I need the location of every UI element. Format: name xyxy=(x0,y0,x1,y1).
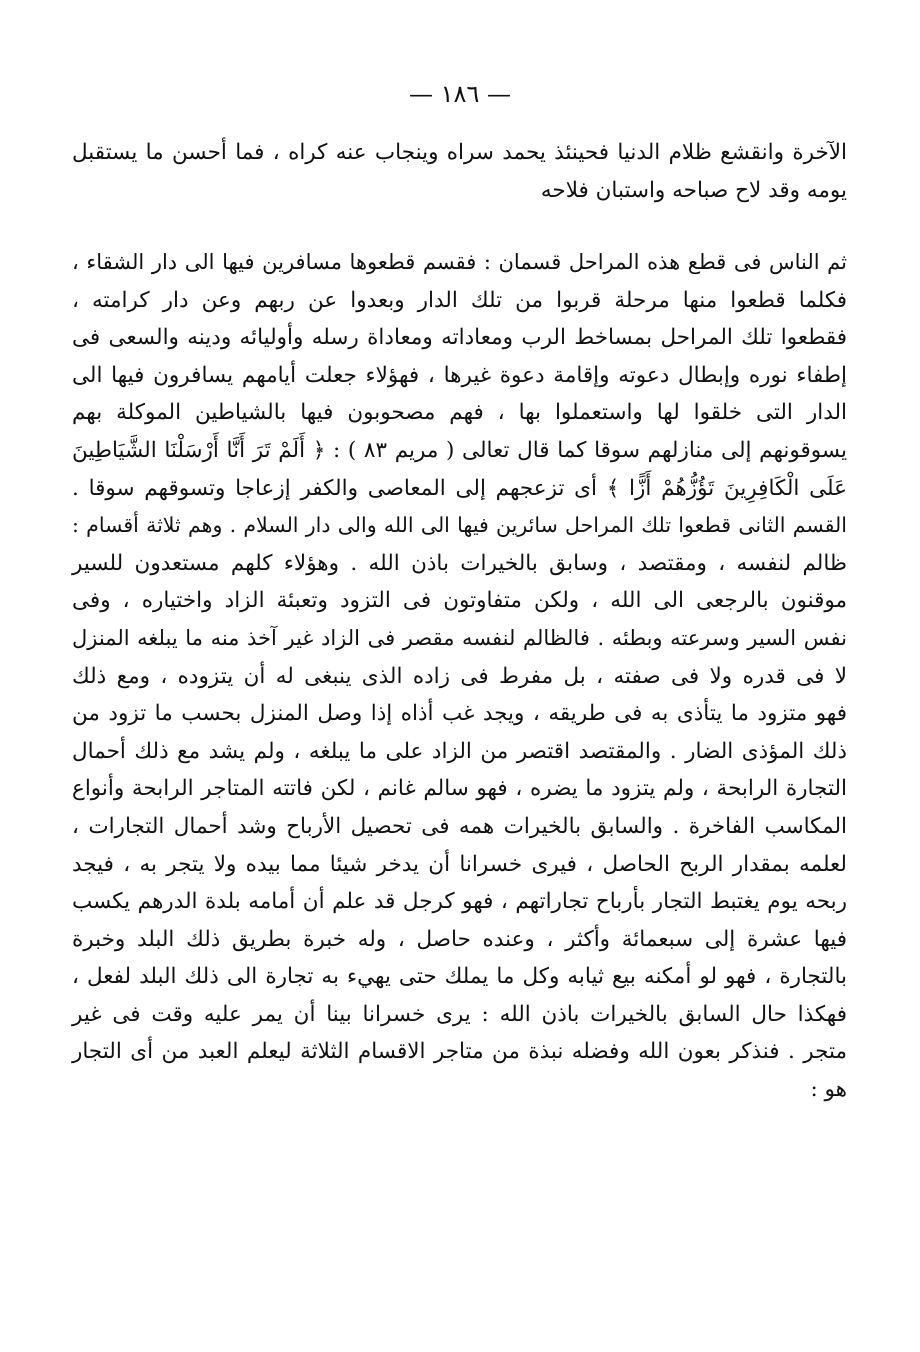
text-line: ربحه يوم يغتبط التجار بأرباح تجاراتهم ، فهو كرجل قد علم أن أمامه بلدة الدرهم يكسب xyxy=(72,889,847,915)
text-line: متجر . فنذكر بعون الله وفضله نبذة من متاجر الاقسام الثلاثة ليعلم العبد من أى التجار xyxy=(72,1039,847,1065)
text-line: ظالم لنفسه ، ومقتصد ، وسابق بالخيرات باذن الله . وهؤلاء كلهم مستعدون للسير xyxy=(72,550,847,576)
text-line: ذلك المؤذى الضار . والمقتصد اقتصر من الزاد على ما يبلغه ، ولم يشد مع ذلك أحمال xyxy=(72,738,847,764)
text-line: موقنون بالرجعى الى الله ، ولكن متفاوتون فى التزود وتعبئة الزاد واختياره ، وفى xyxy=(72,588,847,614)
text-line: فكلما قطعوا منها مرحلة قربوا من تلك الدار وبعدوا عن ربهم وعن دار كرامته ، xyxy=(72,287,847,313)
text-line: يومه وقد لاح صباحه واستبان فلاحه xyxy=(540,177,847,203)
text-line: بالتجارة ، فهو لو أمكنه بيع ثيابه وكل ما يملك حتى يهيء به تجارة الى ذلك البلد لفعل ، xyxy=(72,964,847,990)
text-line: ثم الناس فى قطع هذه المراحل قسمان : فقسم قطعوها مسافرين فيها الى دار الشقاء ، xyxy=(72,250,847,274)
text-line: التجارة الرابحة ، ولم يتزود ما يضره ، فهو سالم غانم ، لكن فاتته المتاجر الرابحة وأنواع xyxy=(72,776,847,802)
text-line: يسوقونهم إلى منازلهم سوقا كما قال تعالى ( مريم ٨٣ ) : ﴿ أَلَمْ تَرَ أَنَّا أَرْسَلْنَا الشَّيَاطِينَ xyxy=(72,437,848,463)
text-line: لعلمه بمقدار الربح الحاصل ، فيرى خسرانا أن يدخر شيئا مما بيده ولا يتجر به ، فيجد xyxy=(72,851,847,877)
text-line: فقطعوا تلك المراحل بمساخط الرب ومعاداته ومعاداة رسله وأوليائه ودينه والسعى فى xyxy=(72,325,847,351)
text-line: هو : xyxy=(810,1077,847,1103)
text-line: الآخرة وانقشع ظلام الدنيا فحينئذ يحمد سراه وينجاب عنه كراه ، فما أحسن ما يستقبل xyxy=(72,140,847,165)
text-line: فهكذا حال السابق بالخيرات باذن الله : يرى خسرانا بينا أن يمر عليه وقت فى غير xyxy=(72,1001,847,1027)
paragraph-2 xyxy=(72,244,847,1109)
text-line: عَلَى الْكَافِرِينَ تَؤُزُّهُمْ أَزًّا ﴾ أى تزعجهم إلى المعاصى والكفر إزعاجا وتسوقهم سوقا . xyxy=(72,475,847,501)
text-line: القسم الثانى قطعوا تلك المراحل سائرين فيها الى الله والى دار السلام . وهم ثلاثة أقسام : xyxy=(72,513,847,538)
text-line: المكاسب الفاخرة . والسابق بالخيرات همه فى تحصيل الأرباح وشد أحمال التجارات ، xyxy=(72,813,847,839)
text-line: لا فى قدره ولا فى صفته ، بل مفرط فى زاده الذى ينبغى له أن يتزوده ، ومع ذلك xyxy=(72,663,847,689)
paragraph-1 xyxy=(72,134,847,209)
text-line: فهو متزود ما يتأذى به فى طريقه ، ويجد غب أذاه إذا وصل المنزل بحسب ما تزود من xyxy=(72,701,847,727)
text-line: فيها عشرة إلى سبعمائة وأكثر ، وعنده حاصل ، وله خبرة بطريق ذلك البلد وخبرة xyxy=(72,926,847,952)
text-line: الدار التى خلقوا لها واستعملوا بها ، فهم مصحوبون فيها بالشياطين الموكلة بهم xyxy=(72,400,847,426)
page-number: — ١٨٦ — xyxy=(409,80,511,108)
text-line: نفس السير وسرعته وبطئه . فالظالم لنفسه مقصر فى الزاد غير آخذ منه ما يبلغه المنزل xyxy=(72,625,847,650)
text-line: إطفاء نوره وإبطال دعوته وإقامة دعوة غيرها ، فهؤلاء جعلت أيامهم يسافرون فيها الى xyxy=(72,362,847,388)
